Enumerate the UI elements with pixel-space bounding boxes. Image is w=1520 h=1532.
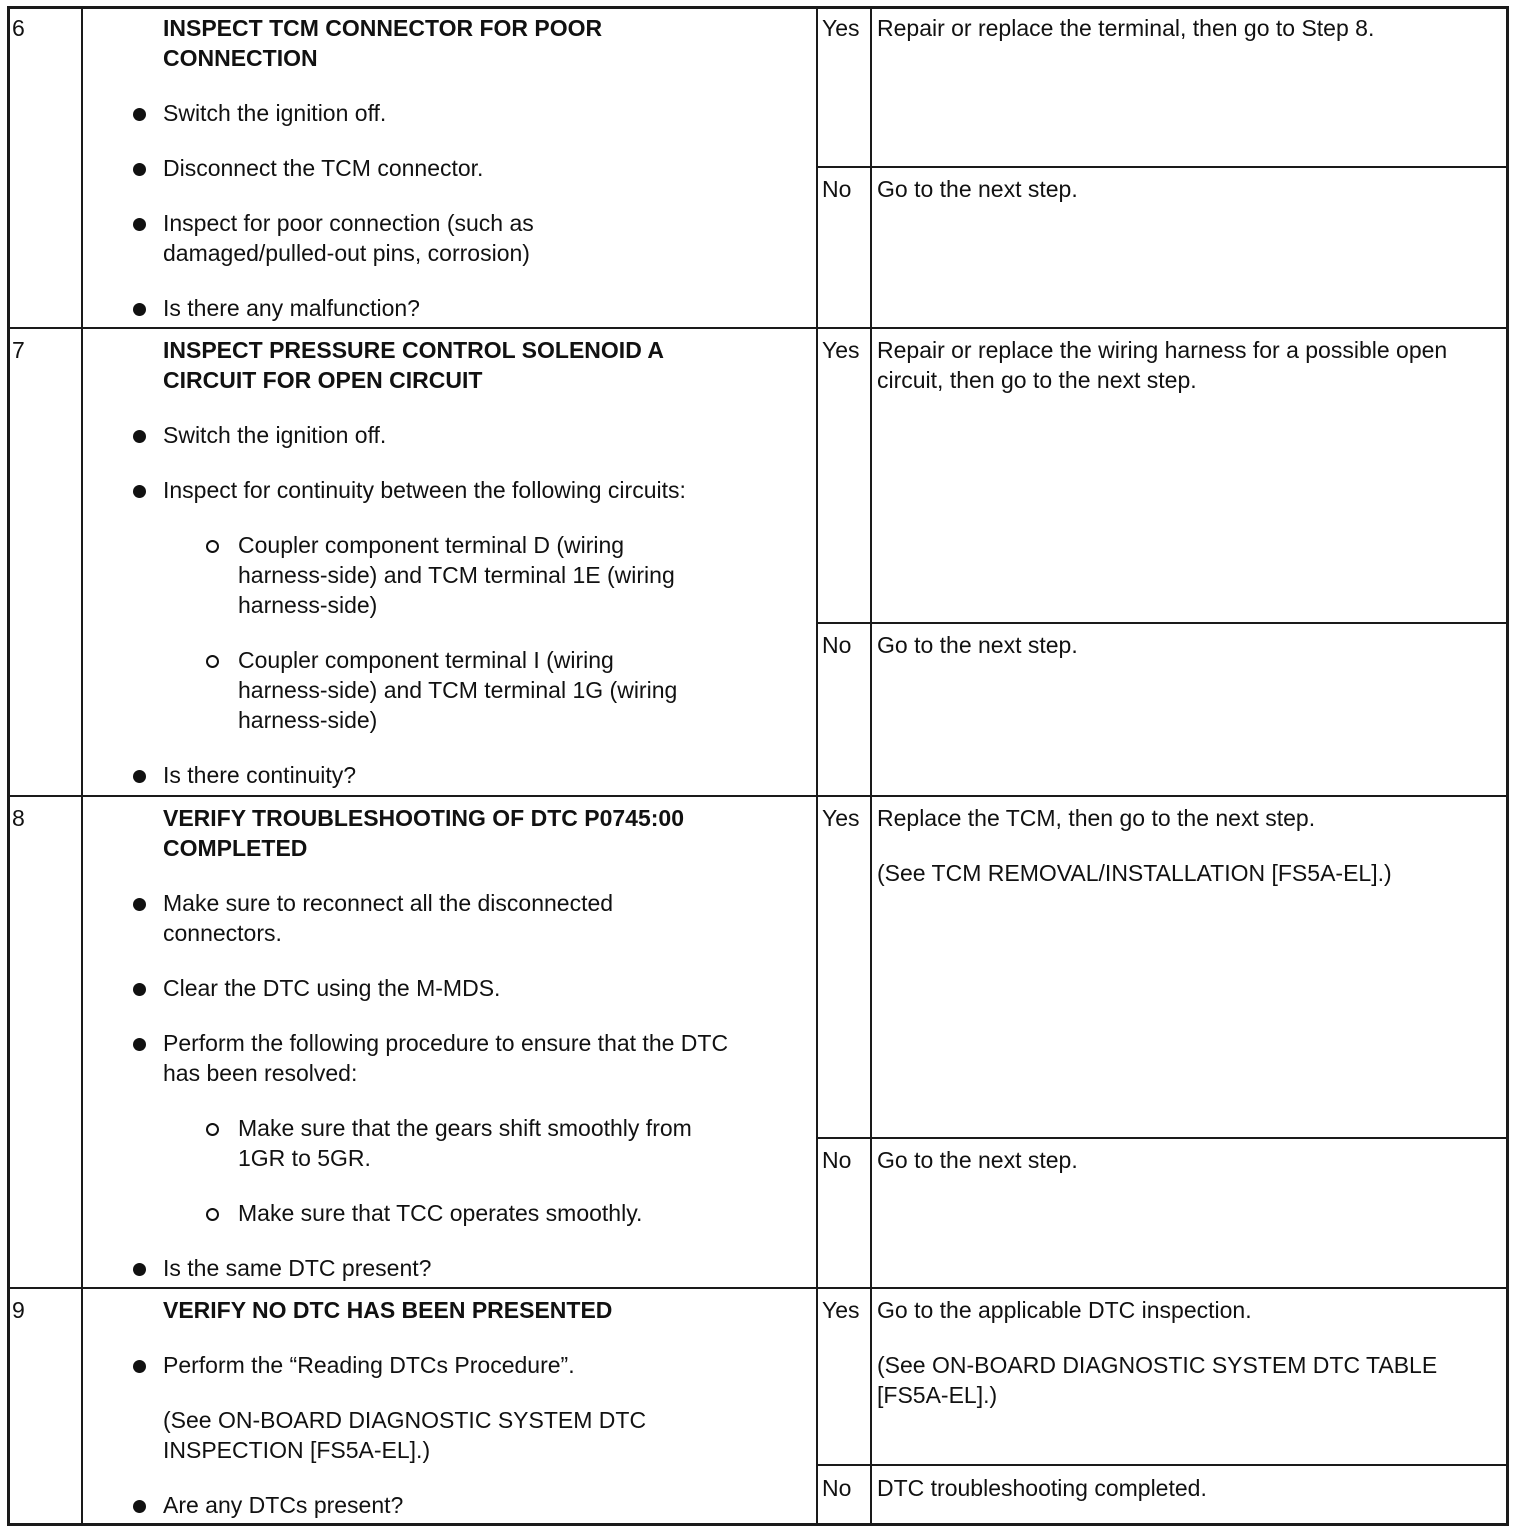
- bullet-icon: [133, 983, 146, 996]
- yes-reference: [FS5A-EL].): [877, 1382, 998, 1408]
- yes-label: Yes: [822, 805, 860, 831]
- no-label: No: [822, 1147, 852, 1173]
- row-divider-9: [7, 1287, 1509, 1289]
- step-title: COMPLETED: [163, 835, 308, 861]
- bullet-icon: [133, 1038, 146, 1051]
- yes-result: Repair or replace the terminal, then go to Step 8.: [877, 15, 1375, 41]
- yes-result: Repair or replace the wiring harness for a possible open: [877, 337, 1448, 363]
- bullet-icon: [133, 1263, 146, 1276]
- col-divider-step: [81, 6, 83, 1526]
- bullet-icon: [133, 108, 146, 121]
- sub-item: harness-side) and TCM terminal 1E (wiring: [238, 562, 675, 588]
- action-reference: INSPECTION [FS5A-EL].): [163, 1437, 431, 1463]
- action-item: Switch the ignition off.: [163, 100, 387, 126]
- no-label: No: [822, 632, 852, 658]
- sub-item: Coupler component terminal D (wiring: [238, 532, 625, 558]
- action-item: Is the same DTC present?: [163, 1255, 432, 1281]
- bullet-icon: [133, 1360, 146, 1373]
- step-title: CIRCUIT FOR OPEN CIRCUIT: [163, 367, 483, 393]
- yes-no-divider-8: [816, 1137, 1509, 1139]
- action-reference: (See ON-BOARD DIAGNOSTIC SYSTEM DTC: [163, 1407, 647, 1433]
- yes-no-divider-7: [816, 622, 1509, 624]
- bullet-icon: [133, 430, 146, 443]
- row-divider-7: [7, 327, 1509, 329]
- sub-item: Make sure that the gears shift smoothly from: [238, 1115, 692, 1141]
- yes-no-divider-9: [816, 1464, 1509, 1466]
- yes-result: circuit, then go to the next step.: [877, 367, 1197, 393]
- yes-result: Go to the applicable DTC inspection.: [877, 1297, 1252, 1323]
- no-label: No: [822, 176, 852, 202]
- action-item: damaged/pulled-out pins, corrosion): [163, 240, 530, 266]
- table-right-border: [1506, 6, 1509, 1526]
- yes-label: Yes: [822, 337, 860, 363]
- bullet-icon: [133, 485, 146, 498]
- sub-item: harness-side): [238, 592, 378, 618]
- yes-result: Replace the TCM, then go to the next step.: [877, 805, 1316, 831]
- sub-bullet-icon: [206, 1208, 219, 1221]
- step-number: 9: [12, 1297, 25, 1323]
- action-item: Is there continuity?: [163, 762, 357, 788]
- no-result: Go to the next step.: [877, 1147, 1078, 1173]
- action-item: Are any DTCs present?: [163, 1492, 404, 1518]
- bullet-icon: [133, 898, 146, 911]
- sub-bullet-icon: [206, 540, 219, 553]
- step-title: VERIFY NO DTC HAS BEEN PRESENTED: [163, 1297, 613, 1323]
- step-title: INSPECT TCM CONNECTOR FOR POOR: [163, 15, 603, 41]
- no-result: Go to the next step.: [877, 176, 1078, 202]
- action-item: Switch the ignition off.: [163, 422, 387, 448]
- sub-item: harness-side): [238, 707, 378, 733]
- bullet-icon: [133, 218, 146, 231]
- action-item: Perform the “Reading DTCs Procedure”.: [163, 1352, 575, 1378]
- sub-item: Make sure that TCC operates smoothly.: [238, 1200, 643, 1226]
- action-item: Perform the following procedure to ensure that the DTC: [163, 1030, 729, 1056]
- action-item: Inspect for continuity between the following circuits:: [163, 477, 686, 503]
- step-title: INSPECT PRESSURE CONTROL SOLENOID A: [163, 337, 664, 363]
- yes-label: Yes: [822, 15, 860, 41]
- bullet-icon: [133, 163, 146, 176]
- sub-item: Coupler component terminal I (wiring: [238, 647, 614, 673]
- action-item: Inspect for poor connection (such as: [163, 210, 534, 236]
- table-left-border: [7, 6, 10, 1526]
- bullet-icon: [133, 303, 146, 316]
- row-divider-8: [7, 795, 1509, 797]
- no-label: No: [822, 1475, 852, 1501]
- action-item: Is there any malfunction?: [163, 295, 420, 321]
- bullet-icon: [133, 770, 146, 783]
- step-number: 6: [12, 15, 25, 41]
- col-divider-result: [870, 6, 872, 1526]
- yes-reference: (See TCM REMOVAL/INSTALLATION [FS5A-EL].): [877, 860, 1392, 886]
- sub-item: harness-side) and TCM terminal 1G (wiring: [238, 677, 678, 703]
- action-item: has been resolved:: [163, 1060, 358, 1086]
- table-bottom-border: [7, 1523, 1509, 1526]
- action-item: Disconnect the TCM connector.: [163, 155, 484, 181]
- bullet-icon: [133, 1500, 146, 1513]
- step-title: VERIFY TROUBLESHOOTING OF DTC P0745:00: [163, 805, 685, 831]
- yes-reference: (See ON-BOARD DIAGNOSTIC SYSTEM DTC TABLE: [877, 1352, 1438, 1378]
- yes-no-divider-6: [816, 166, 1509, 168]
- table-top-border: [7, 6, 1509, 9]
- step-title: CONNECTION: [163, 45, 318, 71]
- step-number: 7: [12, 337, 25, 363]
- no-result: Go to the next step.: [877, 632, 1078, 658]
- sub-item: 1GR to 5GR.: [238, 1145, 371, 1171]
- action-item: connectors.: [163, 920, 282, 946]
- action-item: Make sure to reconnect all the disconnected: [163, 890, 614, 916]
- step-number: 8: [12, 805, 25, 831]
- no-result: DTC troubleshooting completed.: [877, 1475, 1207, 1501]
- yes-label: Yes: [822, 1297, 860, 1323]
- action-item: Clear the DTC using the M-MDS.: [163, 975, 501, 1001]
- sub-bullet-icon: [206, 1123, 219, 1136]
- sub-bullet-icon: [206, 655, 219, 668]
- col-divider-action: [816, 6, 818, 1526]
